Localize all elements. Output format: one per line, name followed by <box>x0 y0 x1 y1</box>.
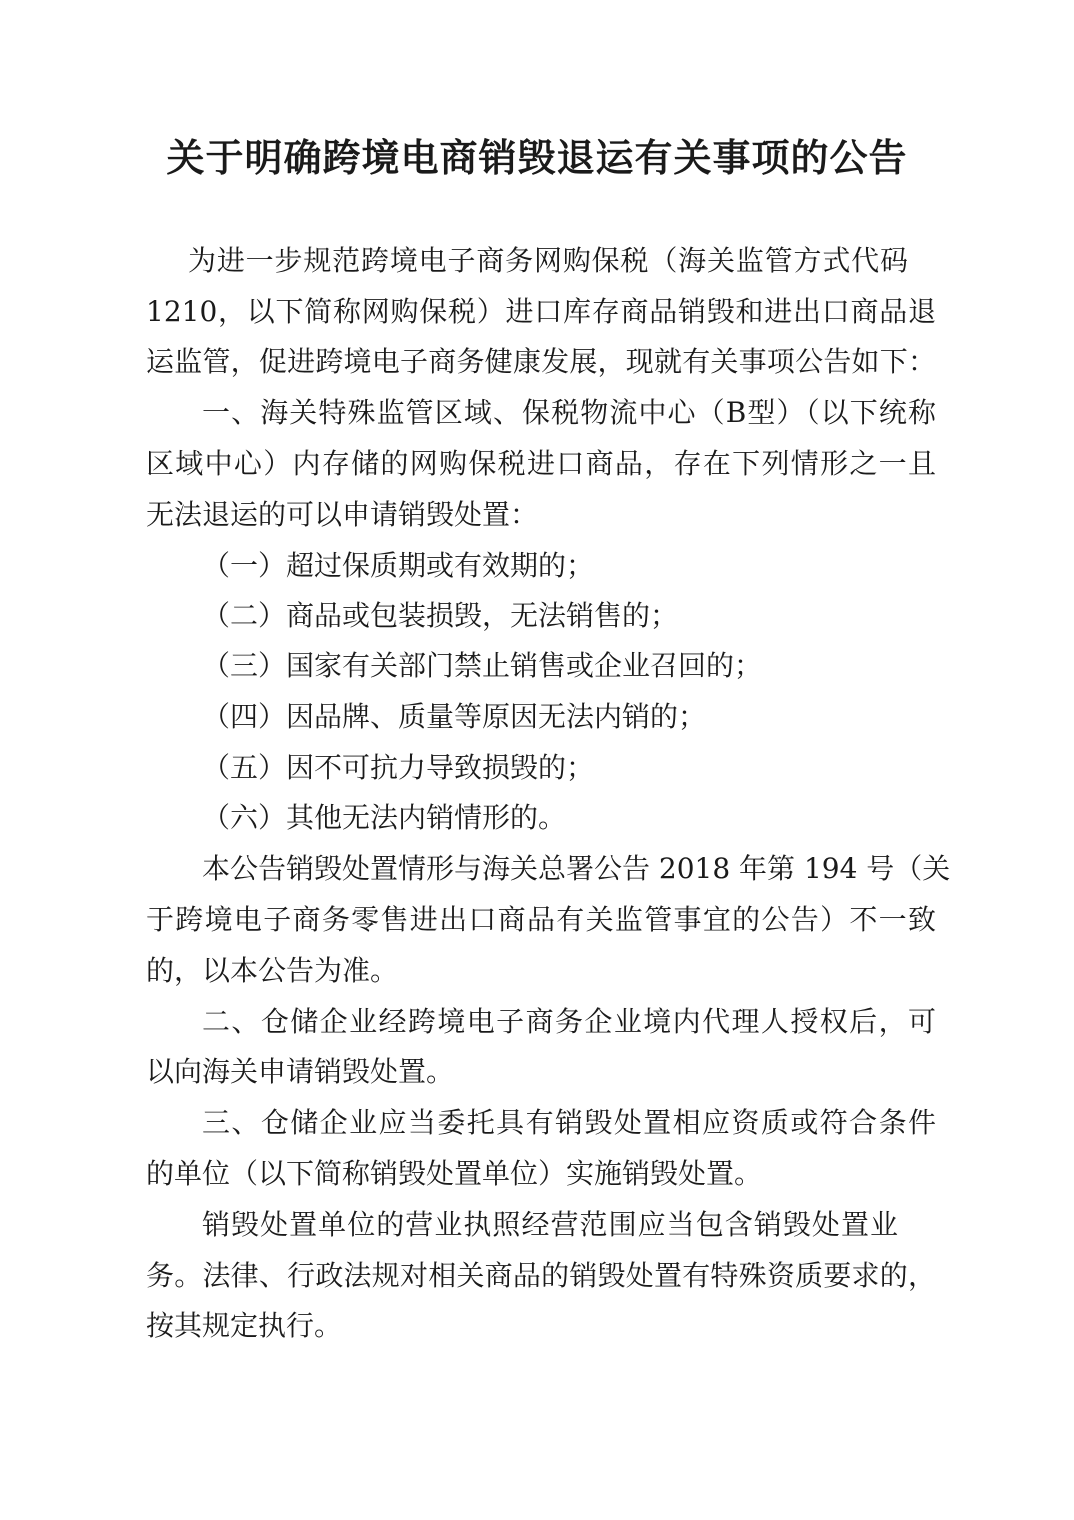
paragraph-line: 无法退运的可以申请销毁处置： <box>146 498 539 531</box>
paragraph-line: 为进一步规范跨境电子商务网购保税（海关监管方式代码 <box>188 244 908 277</box>
list-item: （五）因不可抗力导致损毁的； <box>202 751 595 784</box>
list-item: （六）其他无法内销情形的。 <box>202 801 567 834</box>
paragraph-line: 销毁处置单位的营业执照经营范围应当包含销毁处置业 <box>202 1208 898 1241</box>
list-item: （二）商品或包装损毁，无法销售的； <box>202 599 679 632</box>
paragraph-line: 区域中心）内存储的网购保税进口商品，存在下列情形之一且 <box>146 447 936 480</box>
list-item: （四）因品牌、质量等原因无法内销的； <box>202 700 707 733</box>
paragraph-line: 一、海关特殊监管区域、保税物流中心（B型）（以下统称 <box>202 396 936 429</box>
paragraph-line: 三、仓储企业应当委托具有销毁处置相应资质或符合条件 <box>202 1106 936 1139</box>
list-item: （一）超过保质期或有效期的； <box>202 549 595 582</box>
paragraph-line: 按其规定执行。 <box>146 1309 343 1342</box>
paragraph-line: 以向海关申请销毁处置。 <box>146 1055 455 1088</box>
paragraph-line: 的，以本公告为准。 <box>146 954 399 987</box>
paragraph-line: 务。法律、行政法规对相关商品的销毁处置有特殊资质要求的， <box>146 1259 936 1292</box>
paragraph-line: 于跨境电子商务零售进出口商品有关监管事宜的公告）不一致 <box>146 903 936 936</box>
paragraph-line: 的单位（以下简称销毁处置单位）实施销毁处置。 <box>146 1157 763 1190</box>
paragraph-line: 二、仓储企业经跨境电子商务企业境内代理人授权后，可 <box>202 1005 936 1038</box>
paragraph-line: 1210，以下简称网购保税）进口库存商品销毁和进出口商品退 <box>146 295 936 328</box>
document-title: 关于明确跨境电商销毁退运有关事项的公告 <box>166 135 908 180</box>
paragraph-line: 本公告销毁处置情形与海关总署公告 2018 年第 194 号（关 <box>202 852 951 885</box>
paragraph-line: 运监管，促进跨境电子商务健康发展，现就有关事项公告如下： <box>146 345 936 378</box>
list-item: （三）国家有关部门禁止销售或企业召回的； <box>202 649 763 682</box>
